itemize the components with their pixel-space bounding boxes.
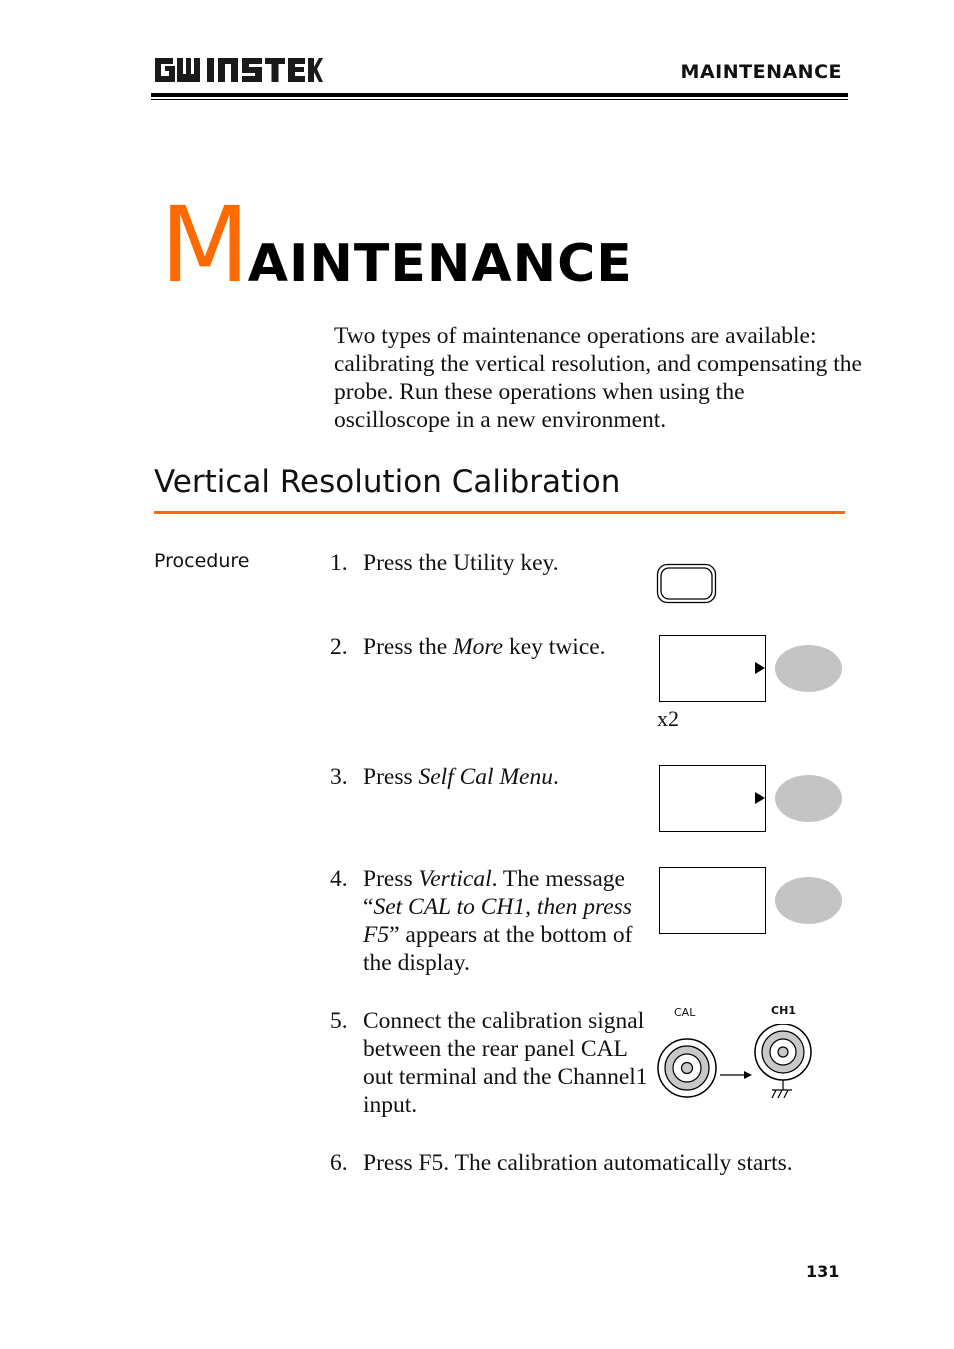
step-text-run: ” appears at the bottom of the display. bbox=[363, 922, 633, 976]
soft-key-icon bbox=[775, 645, 842, 692]
step-text-run: Press the bbox=[363, 634, 454, 660]
soft-key-icon bbox=[775, 775, 842, 822]
ch1-terminal-label: CH1 bbox=[771, 1004, 796, 1017]
step-4-number: 4. bbox=[330, 866, 348, 892]
section-title: Vertical Resolution Calibration bbox=[154, 464, 621, 500]
header-section-label: MAINTENANCE bbox=[680, 61, 842, 83]
gw-instek-logo bbox=[153, 54, 323, 86]
step-text-run: Connect the calibration signal between the rear panel CAL out terminal and the Channel1 input. bbox=[363, 1008, 648, 1118]
page-number: 131 bbox=[806, 1262, 840, 1281]
cal-connector-icon bbox=[658, 1039, 716, 1097]
cal-terminal-label: CAL bbox=[674, 1006, 696, 1019]
step-text-run: key twice. bbox=[503, 634, 606, 660]
pointer-arrow-icon bbox=[755, 792, 765, 804]
cal-ch1-connection-diagram bbox=[654, 1024, 819, 1104]
menu-box-more bbox=[659, 635, 766, 702]
utility-key-icon bbox=[656, 563, 718, 605]
pointer-arrow-icon bbox=[755, 662, 765, 674]
chapter-title-initial: M bbox=[160, 184, 248, 306]
header-rule bbox=[151, 93, 848, 97]
step-text-run: Vertical bbox=[418, 866, 492, 892]
step-text-run: Self Cal Menu bbox=[418, 764, 553, 790]
header-rule-thin bbox=[151, 99, 848, 100]
step-text-run: Press bbox=[363, 764, 419, 790]
repeat-label: x2 bbox=[657, 706, 679, 731]
step-4-text bbox=[363, 865, 655, 977]
arrow-right-icon bbox=[720, 1071, 752, 1079]
step-text-run: More bbox=[453, 634, 504, 660]
step-1-number: 1. bbox=[330, 550, 348, 576]
step-5-number: 5. bbox=[330, 1008, 348, 1034]
step-2-number: 2. bbox=[330, 634, 348, 660]
menu-box-vertical bbox=[659, 867, 766, 934]
step-5-text bbox=[363, 1007, 649, 1119]
ch1-connector-icon bbox=[755, 1024, 811, 1098]
chapter-title bbox=[160, 184, 633, 306]
step-text-run: Set CAL to CH1, then press F5 bbox=[363, 894, 632, 948]
soft-key-icon bbox=[775, 877, 842, 924]
step-6-number: 6. bbox=[330, 1150, 348, 1176]
step-1-text bbox=[363, 549, 883, 577]
chapter-title-rest: AINTENANCE bbox=[247, 234, 633, 294]
step-6-text bbox=[363, 1149, 883, 1177]
section-rule bbox=[154, 511, 845, 514]
step-text-run: Press F5. The calibration automatically starts. bbox=[363, 1150, 793, 1176]
step-3-number: 3. bbox=[330, 764, 348, 790]
step-text-run: . The message “ bbox=[363, 866, 625, 920]
step-text-run: . bbox=[552, 764, 559, 790]
intro-paragraph: Two types of maintenance operations are available: calibrating the vertical resolution, and compensating the probe. Run these operations when using the oscilloscope in a new environment. bbox=[334, 323, 862, 433]
procedure-label: Procedure bbox=[154, 550, 250, 572]
step-text-run: Press bbox=[363, 866, 419, 892]
step-text-run: Press the Utility key. bbox=[363, 550, 559, 576]
menu-box-self-cal bbox=[659, 765, 766, 832]
